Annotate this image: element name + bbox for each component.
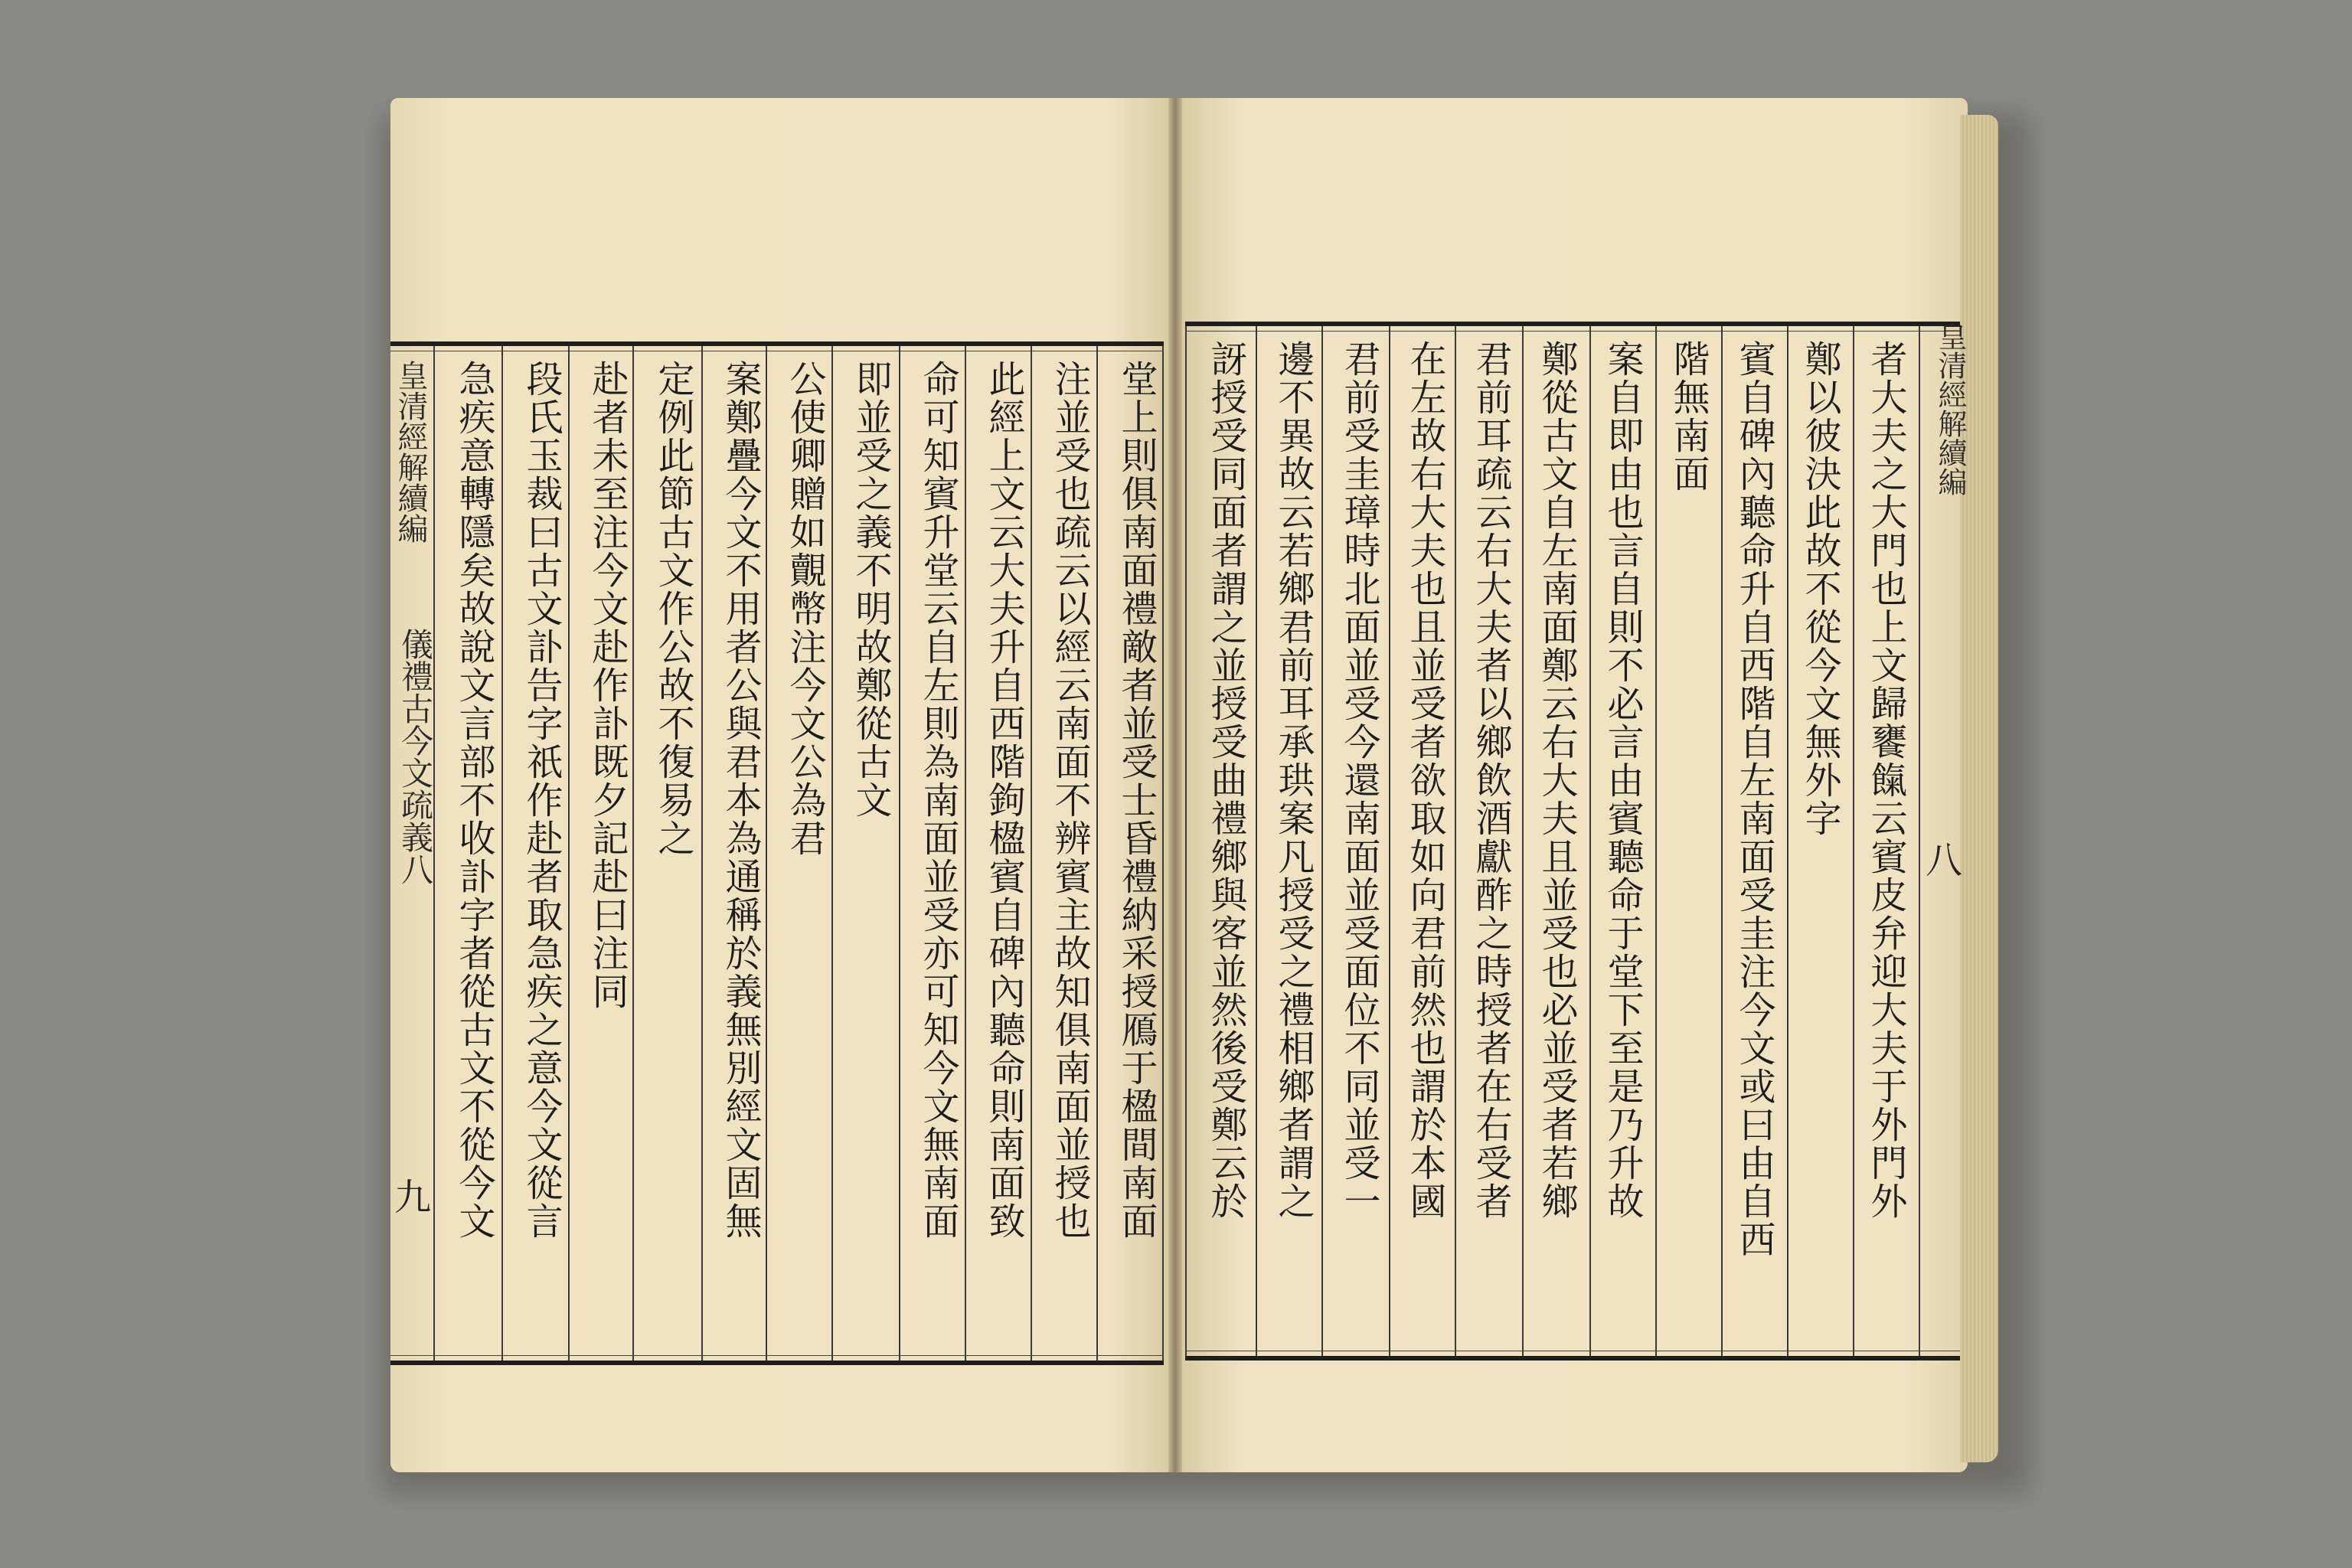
- text-column: 段氏玉裁曰古文訃告字祇作赴者取急疾之意今文從言: [520, 360, 563, 1240]
- text-column: 案自即由也言自則不必言由賓聽命于堂下至是乃升故: [1601, 340, 1644, 1220]
- text-column: 赴者未至注今文赴作訃既夕記赴曰注同: [586, 360, 629, 1011]
- text-column: 即並受之義不明故鄭從古文: [849, 360, 892, 819]
- book-gutter: [1168, 98, 1182, 1472]
- text-column: 邊不異故云若鄉君前耳承珙案凡授受之禮相鄉者謂之: [1272, 340, 1315, 1220]
- text-column: 鄭以彼決此故不從今文無外字: [1798, 340, 1841, 838]
- text-column: 在左故右大夫也且並受者欲取如向君前然也謂於本國: [1403, 340, 1446, 1220]
- page-edges: [1960, 115, 1998, 1462]
- text-column: 命可知賓升堂云自左則為南面並受亦可知今文無南面: [916, 360, 959, 1240]
- margin-subtitle: 儀禮古今文疏義八: [397, 628, 434, 885]
- text-column: 君前耳疏云右大夫者以鄉飲酒獻酢之時授者在右受者: [1469, 340, 1512, 1220]
- margin-title: 皇清經解續編: [1933, 322, 1967, 496]
- text-column: 案鄭疊今文不用者公與君本為通稱於義無別經文固無: [719, 360, 762, 1240]
- margin-title: 皇清經解續編: [393, 360, 428, 544]
- text-column: 君前受圭璋時北面並受今還南面並受面位不同並受一: [1338, 340, 1380, 1220]
- text-column: 鄭從古文自左南面鄭云右大夫且並受也必並受者若鄉: [1535, 340, 1578, 1220]
- text-column: 急疾意轉隱矣故說文言部不收訃字者從古文不從今文: [452, 360, 495, 1240]
- page-number: 八: [1926, 839, 1963, 882]
- text-column: 者大夫之大門也上文歸饔餼云賓皮弁迎大夫于外門外: [1864, 340, 1907, 1220]
- text-column: 訝授受同面者謂之並授受曲禮鄉與客並然後受鄭云於: [1204, 340, 1247, 1220]
- text-column: 此經上文云大夫升自西階鉤楹賓自碑內聽命則南面致: [982, 360, 1025, 1240]
- text-column: 注並受也疏云以經云南面不辨賓主故知俱南面並授也: [1048, 360, 1091, 1240]
- text-column: 堂上則俱南面禮敵者並受士昏禮納采授鴈于楹間南面: [1115, 360, 1158, 1240]
- page-number: 九: [394, 1176, 432, 1219]
- text-column: 賓自碑內聽命升自西階自左南面受圭注今文或曰由自西: [1733, 340, 1775, 1259]
- text-column: 定例此節古文作公故不復易之: [652, 360, 694, 858]
- text-column: 公使卿贈如覿幣注今文公為君: [783, 360, 826, 858]
- left-text-frame: [390, 341, 1164, 1365]
- text-column: 階無南面: [1667, 340, 1710, 493]
- right-text-frame: [1185, 322, 1963, 1361]
